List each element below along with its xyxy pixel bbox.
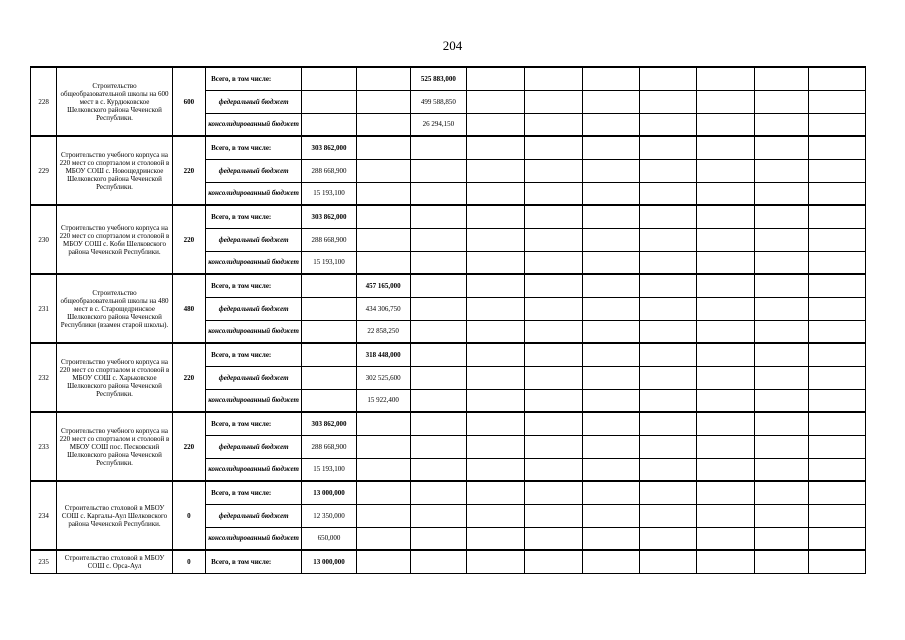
empty-cell bbox=[410, 136, 467, 159]
empty-cell bbox=[524, 343, 582, 366]
empty-cell bbox=[467, 527, 525, 550]
empty-cell bbox=[410, 435, 467, 458]
amount-cell: 302 525,600 bbox=[356, 366, 410, 389]
empty-cell bbox=[467, 251, 525, 274]
empty-cell bbox=[410, 297, 467, 320]
empty-cell bbox=[809, 527, 866, 550]
empty-cell bbox=[356, 251, 410, 274]
empty-cell bbox=[754, 412, 809, 435]
empty-cell bbox=[582, 527, 640, 550]
empty-cell bbox=[582, 90, 640, 113]
empty-cell bbox=[467, 458, 525, 481]
empty-cell bbox=[754, 527, 809, 550]
empty-cell bbox=[640, 389, 697, 412]
amount-cell: 303 862,000 bbox=[302, 136, 357, 159]
amount-cell: 15 193,100 bbox=[302, 251, 357, 274]
amount-cell: 13 000,000 bbox=[302, 550, 357, 573]
empty-cell bbox=[410, 412, 467, 435]
funding-label: Всего, в том числе: bbox=[206, 136, 302, 159]
empty-cell bbox=[524, 113, 582, 136]
table-row bbox=[31, 481, 866, 504]
empty-cell bbox=[524, 366, 582, 389]
empty-cell bbox=[754, 389, 809, 412]
empty-cell bbox=[696, 90, 754, 113]
funding-label: федеральный бюджет bbox=[206, 504, 302, 527]
empty-cell bbox=[410, 550, 467, 573]
empty-cell bbox=[754, 113, 809, 136]
empty-cell bbox=[696, 435, 754, 458]
empty-cell bbox=[356, 550, 410, 573]
funding-label: федеральный бюджет bbox=[206, 159, 302, 182]
empty-cell bbox=[524, 228, 582, 251]
empty-cell bbox=[809, 481, 866, 504]
empty-cell bbox=[582, 458, 640, 481]
empty-cell bbox=[356, 412, 410, 435]
empty-cell bbox=[809, 113, 866, 136]
funding-label: Всего, в том числе: bbox=[206, 67, 302, 90]
empty-cell bbox=[356, 435, 410, 458]
empty-cell bbox=[696, 251, 754, 274]
empty-cell bbox=[524, 458, 582, 481]
empty-cell bbox=[356, 458, 410, 481]
empty-cell bbox=[410, 481, 467, 504]
empty-cell bbox=[467, 389, 525, 412]
empty-cell bbox=[696, 504, 754, 527]
empty-cell bbox=[410, 343, 467, 366]
empty-cell bbox=[754, 297, 809, 320]
empty-cell bbox=[467, 297, 525, 320]
empty-cell bbox=[467, 182, 525, 205]
amount-cell: 288 668,900 bbox=[302, 159, 357, 182]
empty-cell bbox=[467, 205, 525, 228]
capacity: 600 bbox=[172, 67, 205, 136]
empty-cell bbox=[582, 481, 640, 504]
empty-cell bbox=[640, 343, 697, 366]
empty-cell bbox=[809, 550, 866, 573]
empty-cell bbox=[467, 435, 525, 458]
empty-cell bbox=[754, 228, 809, 251]
funding-label: федеральный бюджет bbox=[206, 435, 302, 458]
funding-label: федеральный бюджет bbox=[206, 297, 302, 320]
empty-cell bbox=[302, 389, 357, 412]
empty-cell bbox=[356, 90, 410, 113]
empty-cell bbox=[582, 343, 640, 366]
empty-cell bbox=[640, 297, 697, 320]
row-number: 233 bbox=[31, 412, 57, 481]
empty-cell bbox=[582, 435, 640, 458]
funding-label: Всего, в том числе: bbox=[206, 481, 302, 504]
empty-cell bbox=[582, 389, 640, 412]
empty-cell bbox=[356, 113, 410, 136]
object-name: Строительство общеобразовательной школы на 480 мест в с. Старощедринское Шелковского района Чеченской Республики (взамен старой школы). bbox=[57, 274, 172, 343]
empty-cell bbox=[356, 481, 410, 504]
empty-cell bbox=[524, 297, 582, 320]
empty-cell bbox=[410, 274, 467, 297]
empty-cell bbox=[696, 550, 754, 573]
empty-cell bbox=[809, 205, 866, 228]
funding-label: Всего, в том числе: bbox=[206, 550, 302, 573]
empty-cell bbox=[467, 136, 525, 159]
empty-cell bbox=[582, 251, 640, 274]
empty-cell bbox=[410, 159, 467, 182]
empty-cell bbox=[467, 228, 525, 251]
object-name: Строительство общеобразовательной школы на 600 мест в с. Курдюковское Шелковского района Чеченской Республики. bbox=[57, 67, 172, 136]
empty-cell bbox=[754, 481, 809, 504]
object-name: Строительство столовой в МБОУ СОШ с. Орса-Аул bbox=[57, 550, 172, 573]
capacity: 220 bbox=[172, 343, 205, 412]
empty-cell bbox=[809, 297, 866, 320]
empty-cell bbox=[524, 205, 582, 228]
empty-cell bbox=[640, 182, 697, 205]
empty-cell bbox=[809, 412, 866, 435]
empty-cell bbox=[582, 205, 640, 228]
empty-cell bbox=[410, 320, 467, 343]
empty-cell bbox=[640, 412, 697, 435]
empty-cell bbox=[356, 67, 410, 90]
empty-cell bbox=[754, 274, 809, 297]
row-number: 231 bbox=[31, 274, 57, 343]
empty-cell bbox=[809, 504, 866, 527]
empty-cell bbox=[302, 113, 357, 136]
empty-cell bbox=[809, 435, 866, 458]
empty-cell bbox=[754, 251, 809, 274]
funding-label: консолидированный бюджет bbox=[206, 113, 302, 136]
funding-label: консолидированный бюджет bbox=[206, 182, 302, 205]
empty-cell bbox=[410, 182, 467, 205]
funding-label: консолидированный бюджет bbox=[206, 389, 302, 412]
empty-cell bbox=[696, 182, 754, 205]
empty-cell bbox=[696, 274, 754, 297]
empty-cell bbox=[640, 320, 697, 343]
empty-cell bbox=[696, 297, 754, 320]
object-name: Строительство учебного корпуса на 220 мест со спортзалом и столовой в МБОУ СОШ с. Новощедринское Шелковского района Чеченской Республики. bbox=[57, 136, 172, 205]
empty-cell bbox=[410, 527, 467, 550]
empty-cell bbox=[524, 550, 582, 573]
empty-cell bbox=[524, 320, 582, 343]
empty-cell bbox=[640, 251, 697, 274]
empty-cell bbox=[356, 504, 410, 527]
empty-cell bbox=[640, 67, 697, 90]
empty-cell bbox=[410, 504, 467, 527]
empty-cell bbox=[467, 504, 525, 527]
empty-cell bbox=[467, 550, 525, 573]
empty-cell bbox=[582, 274, 640, 297]
empty-cell bbox=[524, 389, 582, 412]
empty-cell bbox=[524, 435, 582, 458]
empty-cell bbox=[524, 481, 582, 504]
empty-cell bbox=[754, 90, 809, 113]
table-body bbox=[31, 67, 866, 573]
amount-cell: 457 165,000 bbox=[356, 274, 410, 297]
amount-cell: 499 588,850 bbox=[410, 90, 467, 113]
empty-cell bbox=[754, 504, 809, 527]
empty-cell bbox=[582, 412, 640, 435]
empty-cell bbox=[467, 320, 525, 343]
empty-cell bbox=[696, 458, 754, 481]
empty-cell bbox=[582, 67, 640, 90]
page-number: 204 bbox=[442, 38, 463, 53]
object-name: Строительство столовой в МБОУ СОШ с. Каргалы-Аул Шелковского района Чеченской Республики. bbox=[57, 481, 172, 550]
amount-cell: 434 306,750 bbox=[356, 297, 410, 320]
funding-label: консолидированный бюджет bbox=[206, 320, 302, 343]
empty-cell bbox=[582, 182, 640, 205]
empty-cell bbox=[754, 136, 809, 159]
empty-cell bbox=[696, 412, 754, 435]
empty-cell bbox=[410, 366, 467, 389]
table-row bbox=[31, 274, 866, 297]
table-row bbox=[31, 136, 866, 159]
amount-cell: 22 858,250 bbox=[356, 320, 410, 343]
empty-cell bbox=[754, 435, 809, 458]
empty-cell bbox=[696, 205, 754, 228]
empty-cell bbox=[754, 366, 809, 389]
table-row bbox=[31, 205, 866, 228]
funding-label: федеральный бюджет bbox=[206, 366, 302, 389]
funding-label: Всего, в том числе: bbox=[206, 343, 302, 366]
funding-label: Всего, в том числе: bbox=[206, 412, 302, 435]
empty-cell bbox=[809, 251, 866, 274]
empty-cell bbox=[809, 159, 866, 182]
table-row bbox=[31, 343, 866, 366]
empty-cell bbox=[640, 527, 697, 550]
empty-cell bbox=[809, 320, 866, 343]
capacity: 480 bbox=[172, 274, 205, 343]
empty-cell bbox=[410, 205, 467, 228]
empty-cell bbox=[582, 320, 640, 343]
empty-cell bbox=[696, 320, 754, 343]
empty-cell bbox=[696, 366, 754, 389]
empty-cell bbox=[582, 228, 640, 251]
empty-cell bbox=[524, 251, 582, 274]
empty-cell bbox=[467, 113, 525, 136]
empty-cell bbox=[356, 182, 410, 205]
empty-cell bbox=[809, 67, 866, 90]
empty-cell bbox=[356, 228, 410, 251]
funding-label: Всего, в том числе: bbox=[206, 205, 302, 228]
empty-cell bbox=[467, 343, 525, 366]
amount-cell: 15 922,400 bbox=[356, 389, 410, 412]
empty-cell bbox=[467, 67, 525, 90]
empty-cell bbox=[809, 366, 866, 389]
empty-cell bbox=[410, 389, 467, 412]
object-name: Строительство учебного корпуса на 220 мест со спортзалом и столовой в МБОУ СОШ с. Харьковское Шелковского района Чеченской Республики. bbox=[57, 343, 172, 412]
empty-cell bbox=[302, 274, 357, 297]
empty-cell bbox=[754, 67, 809, 90]
empty-cell bbox=[582, 136, 640, 159]
empty-cell bbox=[410, 251, 467, 274]
empty-cell bbox=[640, 228, 697, 251]
amount-cell: 26 294,150 bbox=[410, 113, 467, 136]
empty-cell bbox=[467, 481, 525, 504]
empty-cell bbox=[696, 527, 754, 550]
amount-cell: 288 668,900 bbox=[302, 435, 357, 458]
amount-cell: 13 000,000 bbox=[302, 481, 357, 504]
empty-cell bbox=[640, 481, 697, 504]
row-number: 232 bbox=[31, 343, 57, 412]
row-number: 235 bbox=[31, 550, 57, 573]
empty-cell bbox=[754, 159, 809, 182]
empty-cell bbox=[467, 90, 525, 113]
empty-cell bbox=[809, 343, 866, 366]
row-number: 230 bbox=[31, 205, 57, 274]
amount-cell: 288 668,900 bbox=[302, 228, 357, 251]
empty-cell bbox=[809, 228, 866, 251]
empty-cell bbox=[696, 481, 754, 504]
amount-cell: 15 193,100 bbox=[302, 182, 357, 205]
empty-cell bbox=[582, 366, 640, 389]
empty-cell bbox=[302, 297, 357, 320]
empty-cell bbox=[467, 159, 525, 182]
empty-cell bbox=[302, 366, 357, 389]
empty-cell bbox=[696, 67, 754, 90]
funding-label: консолидированный бюджет bbox=[206, 527, 302, 550]
empty-cell bbox=[640, 274, 697, 297]
empty-cell bbox=[809, 389, 866, 412]
empty-cell bbox=[809, 458, 866, 481]
empty-cell bbox=[356, 136, 410, 159]
amount-cell: 15 193,100 bbox=[302, 458, 357, 481]
empty-cell bbox=[302, 343, 357, 366]
empty-cell bbox=[524, 136, 582, 159]
empty-cell bbox=[582, 550, 640, 573]
empty-cell bbox=[754, 205, 809, 228]
empty-cell bbox=[754, 343, 809, 366]
capacity: 0 bbox=[172, 481, 205, 550]
empty-cell bbox=[356, 159, 410, 182]
table-row bbox=[31, 550, 866, 573]
empty-cell bbox=[809, 274, 866, 297]
empty-cell bbox=[696, 113, 754, 136]
empty-cell bbox=[640, 136, 697, 159]
funding-label: федеральный бюджет bbox=[206, 90, 302, 113]
empty-cell bbox=[754, 458, 809, 481]
empty-cell bbox=[582, 159, 640, 182]
empty-cell bbox=[524, 90, 582, 113]
funding-label: Всего, в том числе: bbox=[206, 274, 302, 297]
capacity: 0 bbox=[172, 550, 205, 573]
empty-cell bbox=[696, 389, 754, 412]
empty-cell bbox=[467, 366, 525, 389]
empty-cell bbox=[696, 136, 754, 159]
empty-cell bbox=[640, 113, 697, 136]
empty-cell bbox=[410, 458, 467, 481]
empty-cell bbox=[640, 366, 697, 389]
funding-label: федеральный бюджет bbox=[206, 228, 302, 251]
empty-cell bbox=[696, 343, 754, 366]
amount-cell: 303 862,000 bbox=[302, 412, 357, 435]
budget-table bbox=[30, 66, 866, 574]
empty-cell bbox=[640, 90, 697, 113]
empty-cell bbox=[467, 412, 525, 435]
table-row bbox=[31, 67, 866, 90]
funding-label: консолидированный бюджет bbox=[206, 251, 302, 274]
object-name: Строительство учебного корпуса на 220 мест со спортзалом и столовой в МБОУ СОШ с. Коби Шелковского района Чеченской Республики. bbox=[57, 205, 172, 274]
amount-cell: 303 862,000 bbox=[302, 205, 357, 228]
empty-cell bbox=[754, 320, 809, 343]
empty-cell bbox=[809, 182, 866, 205]
empty-cell bbox=[640, 205, 697, 228]
amount-cell: 318 448,000 bbox=[356, 343, 410, 366]
amount-cell: 650,000 bbox=[302, 527, 357, 550]
row-number: 228 bbox=[31, 67, 57, 136]
capacity: 220 bbox=[172, 205, 205, 274]
empty-cell bbox=[696, 228, 754, 251]
empty-cell bbox=[640, 458, 697, 481]
empty-cell bbox=[582, 297, 640, 320]
empty-cell bbox=[754, 182, 809, 205]
empty-cell bbox=[356, 205, 410, 228]
row-number: 229 bbox=[31, 136, 57, 205]
empty-cell bbox=[809, 136, 866, 159]
empty-cell bbox=[696, 159, 754, 182]
object-name: Строительство учебного корпуса на 220 мест со спортзалом и столовой в МБОУ СОШ пос. Песковский Шелковского района Чеченской Республики. bbox=[57, 412, 172, 481]
capacity: 220 bbox=[172, 412, 205, 481]
empty-cell bbox=[410, 228, 467, 251]
empty-cell bbox=[524, 159, 582, 182]
table-row bbox=[31, 412, 866, 435]
empty-cell bbox=[302, 320, 357, 343]
funding-label: консолидированный бюджет bbox=[206, 458, 302, 481]
empty-cell bbox=[640, 504, 697, 527]
empty-cell bbox=[582, 113, 640, 136]
empty-cell bbox=[356, 527, 410, 550]
empty-cell bbox=[524, 182, 582, 205]
empty-cell bbox=[640, 435, 697, 458]
empty-cell bbox=[524, 67, 582, 90]
empty-cell bbox=[524, 412, 582, 435]
amount-cell: 525 883,000 bbox=[410, 67, 467, 90]
empty-cell bbox=[809, 90, 866, 113]
empty-cell bbox=[524, 274, 582, 297]
empty-cell bbox=[640, 550, 697, 573]
row-number: 234 bbox=[31, 481, 57, 550]
amount-cell: 12 350,000 bbox=[302, 504, 357, 527]
empty-cell bbox=[524, 504, 582, 527]
empty-cell bbox=[302, 90, 357, 113]
empty-cell bbox=[467, 274, 525, 297]
empty-cell bbox=[640, 159, 697, 182]
capacity: 220 bbox=[172, 136, 205, 205]
empty-cell bbox=[582, 504, 640, 527]
empty-cell bbox=[302, 67, 357, 90]
empty-cell bbox=[524, 527, 582, 550]
empty-cell bbox=[754, 550, 809, 573]
